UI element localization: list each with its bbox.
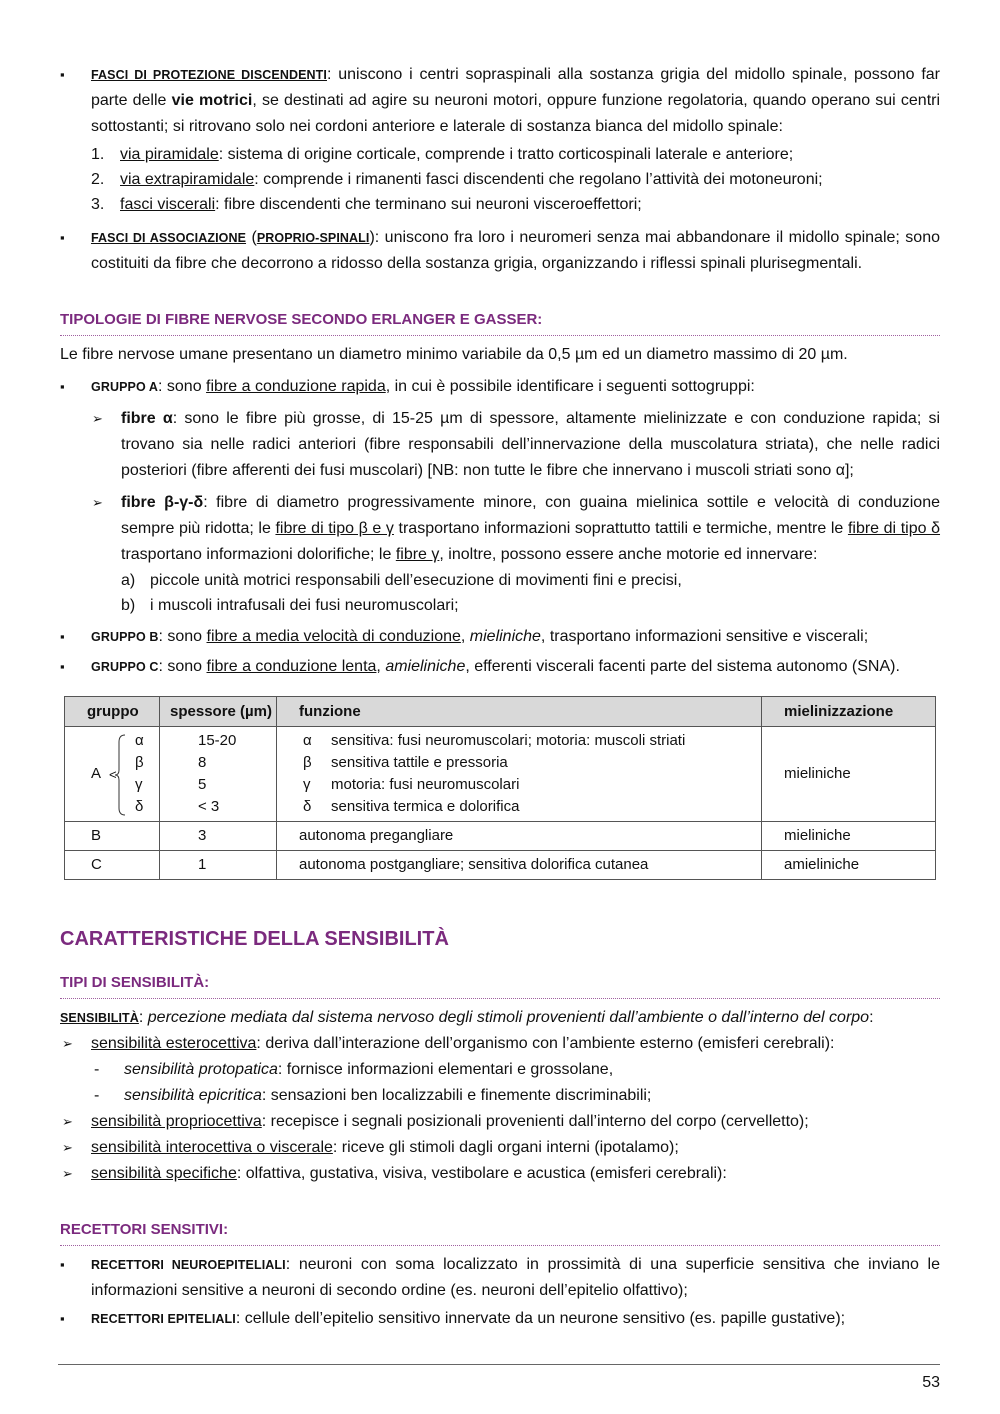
arrow-bullet-icon: ➢	[62, 1140, 73, 1155]
arrow-bullet-icon: ➢	[92, 411, 103, 426]
section-heading-tipologie: TIPOLOGIE DI FIBRE NERVOSE SECONDO ERLANGER E GASSER:	[60, 307, 940, 336]
list-item: b) i muscoli intrafusali dei fusi neuromuscolari;	[121, 597, 459, 614]
list-item: 2. via extrapiramidale: comprende i rimanenti fasci discendenti che regolano l’attività dei motoneuroni;	[91, 171, 823, 188]
bullet-gruppo-c: ▪ GRUPPO C: sono fibre a conduzione lenta, amieliniche, efferenti viscerali facenti parte del sistema autonomo (SNA).	[60, 654, 940, 680]
arrow-bullet-icon: ➢	[92, 495, 103, 510]
list-item: 3. fasci viscerali: fibre discendenti che terminano sui neuroni visceroeffettori;	[91, 196, 642, 213]
list-item: 1. via piramidale: sistema di origine corticale, comprende i tratto corticospinali laterale e anteriore;	[91, 146, 794, 163]
bullet-gruppo-b: ▪ GRUPPO B: sono fibre a media velocità di conduzione, mieliniche, trasportano informazioni sensitive e viscerali;	[60, 624, 940, 650]
list-item: a) piccole unità motrici responsabili dell’esecuzione di movimenti fini e precisi,	[121, 572, 682, 589]
section-title-caratteristiche: CARATTERISTICHE DELLA SENSIBILITÀ	[60, 928, 449, 950]
arrow-bullet-icon: ➢	[62, 1036, 73, 1051]
table-header: funzione	[277, 697, 762, 727]
table-header: mielinizzazione	[762, 697, 936, 727]
paragraph-definizione: SENSIBILITÀ: percezione mediata dal sistema nervoso degli stimoli provenienti dall’ambiente o dall’interno del corpo:	[60, 1009, 874, 1026]
table-cell-spessore-a: 15-20 8 5 < 3	[160, 727, 277, 822]
footer-divider	[58, 1364, 940, 1365]
list-item: - sensibilità epicritica: sensazioni ben localizzabili e finemente discriminabili;	[94, 1087, 652, 1104]
arrow-bullet-icon: ➢	[62, 1114, 73, 1129]
bullet-fasci-associazione: ▪ FASCI DI ASSOCIAZIONE (PROPRIO-SPINALI): uniscono fra loro i neuromeri senza mai abbandonare il midollo spinale; sono costituiti da fibre che decorrono a ridosso della sostanza grigia, organizzando i riflessi spinali plurisegmentali.	[60, 225, 940, 277]
table-cell-funzione-a: α sensitiva: fusi neuromuscolari; motoria: muscoli striati β sensitiva tattile e pressoria γ motoria: fusi neuromuscolari δ sensitiva termica e dolorifica	[277, 727, 762, 822]
table-row	[65, 727, 936, 822]
arrow-item-fibre-bgd: ➢ fibre β-γ-δ: fibre di diametro progressivamente minore, con guaina mielinica sottile e velocità di conduzione sempre più ridotta; le fibre di tipo β e γ trasportano informazioni soprattutto tattili e termiche, mentre le fibre di tipo δ trasportano informazioni dolorifiche; le fibre γ, inoltre, possono essere anche motorie ed innervare:	[60, 490, 940, 568]
arrow-item-fibre-alpha: ➢ fibre α: sono le fibre più grosse, di 15-25 µm di spessore, altamente mielinizzate e con conduzione rapida; si trovano sia nelle radici anteriori (fibre responsabili dell’innervazione della muscolatura striata), che nelle radici posteriori (fibre afferenti dei fusi muscolari) [NB: non tutte le fibre che innervano i muscoli striati sono α];	[60, 406, 940, 484]
arrow-item-specifiche: ➢ sensibilità specifiche: olfattiva, gustativa, visiva, vestibolare e acustica (emisferi cerebrali):	[60, 1161, 940, 1187]
curly-brace-icon	[115, 734, 127, 816]
table-header: gruppo	[65, 697, 160, 727]
bullet-recettori-epiteliali: ▪ RECETTORI EPITELIALI: cellule dell’epitelio sensitivo innervate da un neurone sensitivo (es. papille gustative);	[60, 1306, 940, 1332]
arrow-item-esterocettiva: ➢ sensibilità esterocettiva: deriva dall’interazione dell’organismo con l’ambiente esterno (emisferi cerebrali):	[60, 1031, 940, 1057]
table-header-row	[65, 697, 936, 727]
section-heading-recettori: RECETTORI SENSITIVI:	[60, 1217, 940, 1246]
page-number: 53	[922, 1374, 940, 1391]
arrow-bullet-icon: ➢	[62, 1166, 73, 1181]
arrow-item-propriocettiva: ➢ sensibilità propriocettiva: recepisce i segnali posizionali provenienti dall’interno del corpo (cervelletto);	[60, 1109, 940, 1135]
arrow-item-interocettiva: ➢ sensibilità interocettiva o viscerale: riceve gli stimoli dagli organi interni (ipotalamo);	[60, 1135, 940, 1161]
table-row: B 3 autonoma pregangliare mieliniche	[65, 822, 936, 851]
numbered-list-vie	[60, 142, 940, 217]
brace-icon: <	[109, 767, 117, 782]
bullet-gruppo-a: ▪ GRUPPO A: sono fibre a conduzione rapida, in cui è possibile identificare i seguenti sottogruppi:	[60, 374, 940, 400]
bullet-recettori-neuroepiteliali: ▪ RECETTORI NEUROEPITELIALI: neuroni con soma localizzato in prossimità di una superficie sensitiva che inviano le informazioni sensitive a neuroni di secondo ordine (es. neuroni dell’epitelio olfattivo);	[60, 1252, 940, 1304]
paragraph-intro: Le fibre nervose umane presentano un diametro minimo variabile da 0,5 µm ed un diametro massimo di 20 µm.	[60, 346, 848, 363]
term-fasci-protezione: FASCI DI PROTEZIONE DISCENDENTI	[91, 68, 327, 82]
table-header: spessore (µm)	[160, 697, 277, 727]
table-cell-miel-a: mieliniche	[762, 727, 936, 822]
bullet-fasci-protezione: ▪ FASCI DI PROTEZIONE DISCENDENTI: uniscono i centri sopraspinali alla sostanza grigia del midollo spinale, possono far parte delle vie motrici, se destinati ad agire su neuroni motori, oppure funzione regolatoria, quando operano sui centri sottostanti; si ritrovano solo nei cordoni anteriore e laterale di sostanza bianca del midollo spinale:	[60, 62, 940, 140]
fibre-table	[64, 696, 936, 880]
table-cell-gruppo-a: A < α β γ δ	[65, 727, 160, 822]
list-item: - sensibilità protopatica: fornisce informazioni elementari e grossolane,	[94, 1061, 614, 1078]
section-heading-tipi: TIPI DI SENSIBILITÀ:	[60, 970, 940, 999]
page-content	[60, 62, 940, 1332]
table-row: C 1 autonoma postgangliare; sensitiva dolorifica cutanea amieliniche	[65, 851, 936, 880]
